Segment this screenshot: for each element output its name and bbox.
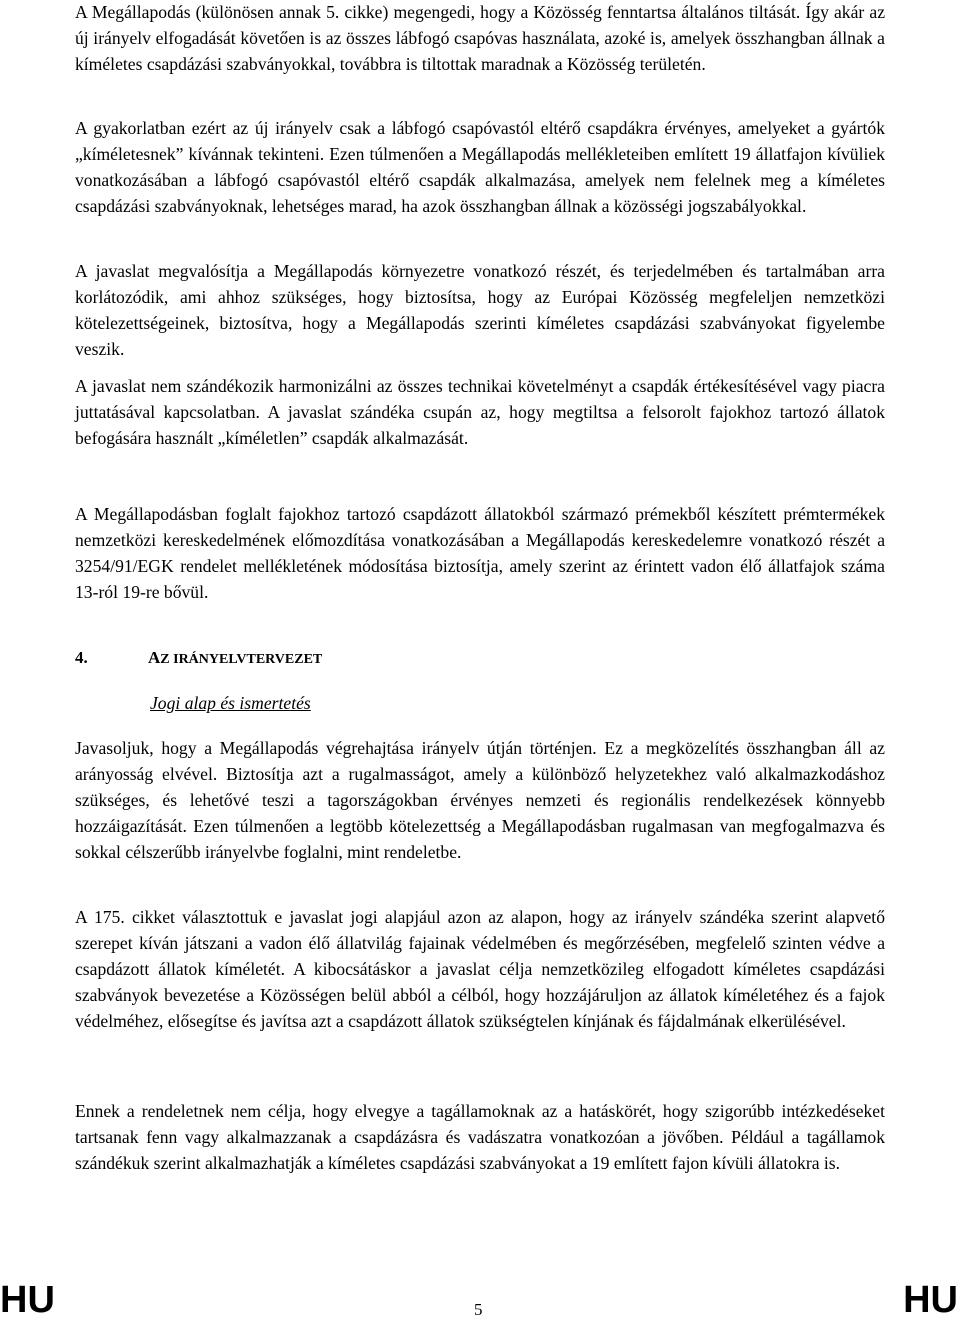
- footer-language-right: HU: [903, 1279, 958, 1321]
- section-title-initial: A: [148, 648, 161, 667]
- section-title-rest: Z IRÁNYELVTERVEZET: [160, 652, 323, 667]
- paragraph-4: A javaslat nem szándékozik harmonizálni az összes technikai követelményt a csapdák értékesítésével vagy piacra juttatásával kapcsolatban. A javaslat szándéka csupán az, hogy megtiltsa a felsorolt fajokhoz tartozó állatok befogására használt „kíméletlen” csapdák alkalmazását.: [75, 376, 885, 448]
- section-heading: [75, 645, 322, 673]
- section-paragraph-1: Javasoljuk, hogy a Megállapodás végrehajtása irányelv útján történjen. Ez a megközelítés összhangban áll az arányosság elvével. Biztosítja azt a rugalmasságot, amely a különböző helyzetekhez való alkalmazkodáshoz szükséges, és lehetővé teszi a tagországokban érvényes nemzeti és regionális rendelkezések könnyebb hozzáigazítását. Ezen túlmenően a legtöbb kötelezettség a Megállapodásban rugalmasan van megfogalmazva és sokkal célszerűbb irányelvbe foglalni, mint rendeletbe.: [75, 738, 885, 862]
- paragraph-5: A Megállapodásban foglalt fajokhoz tartozó csapdázott állatokból származó prémekből készített prémtermékek nemzetközi kereskedelmének előmozdítása vonatkozásában a Megállapodás kereskedelemre vonatkozó részét a 3254/91/EGK rendelet mellékletének módosítása biztosítja, amely szerint az érintett vadon élő állatfajok száma 13-ról 19-re bővül.: [75, 504, 885, 602]
- paragraph-2: A gyakorlatban ezért az új irányelv csak a lábfogó csapóvastól eltérő csapdákra érvényes, amelyeket a gyártók „kíméletesnek” kívánnak tekinteni. Ezen túlmenően a Megállapodás mellékleteiben említett 19 állatfajon kívüliek vonatkozásában a lábfogó csapóvastól eltérő csapdák alkalmazása, amelyek nem felelnek meg a kíméletes csapdázási szabványoknak, lehetséges marad, ha azok összhangban állnak a közösségi jogszabályokkal.: [75, 118, 885, 216]
- subsection-heading: Jogi alap és ismertetés: [150, 693, 311, 713]
- section-paragraph-3: Ennek a rendeletnek nem célja, hogy elvegye a tagállamoknak az a hatáskörét, hogy szigorúbb intézkedéseket tartsanak fenn vagy alkalmazzanak a csapdázásra és vadászatra vonatkozóan a jövőben. Például a tagállamok szándékuk szerint alkalmazhatják a kíméletes csapdázási szabványokat a 19 említett fajon kívüli állatokra is.: [75, 1101, 885, 1173]
- page-number: 5: [474, 1300, 483, 1319]
- paragraph-1: A Megállapodás (különösen annak 5. cikke) megengedi, hogy a Közösség fenntartsa általános tiltását. Így akár az új irányelv elfogadását követően is az összes lábfogó csapóvas használata, azoké is, amelyek összhangban állnak a kíméletes csapdázási szabványokkal, továbbra is tiltottak maradnak a Közösség területén.: [75, 2, 885, 74]
- footer-language-left: HU: [0, 1279, 55, 1321]
- paragraph-3: A javaslat megvalósítja a Megállapodás környezetre vonatkozó részét, és terjedelmében és tartalmában arra korlátozódik, ami ahhoz szükséges, hogy biztosítsa, hogy az Európai Közösség megfeleljen nemzetközi kötelezettségeinek, biztosítva, hogy a Megállapodás szerinti kíméletes csapdázási szabványokat figyelembe veszik.: [75, 261, 885, 359]
- section-paragraph-2: A 175. cikket választottuk e javaslat jogi alapjául azon az alapon, hogy az irányelv szándéka szerint alapvető szerepet kíván játszani a vadon élő állatvilág fajainak védelmében és megőrzésében, megfelelő szinten védve a csapdázott állatok kíméletét. A kibocsátáskor a javaslat célja nemzetközileg elfogadott kíméletes csapdázási szabványok bevezetése a Közösségen belül abból a célból, hogy hozzájáruljon az állatok kíméletéhez és a fajok védelméhez, elősegítse és javítsa azt a csapdázott állatok szükségtelen kínjának és fájdalmának elkerülésével.: [75, 907, 885, 1031]
- section-number: 4.: [75, 648, 88, 667]
